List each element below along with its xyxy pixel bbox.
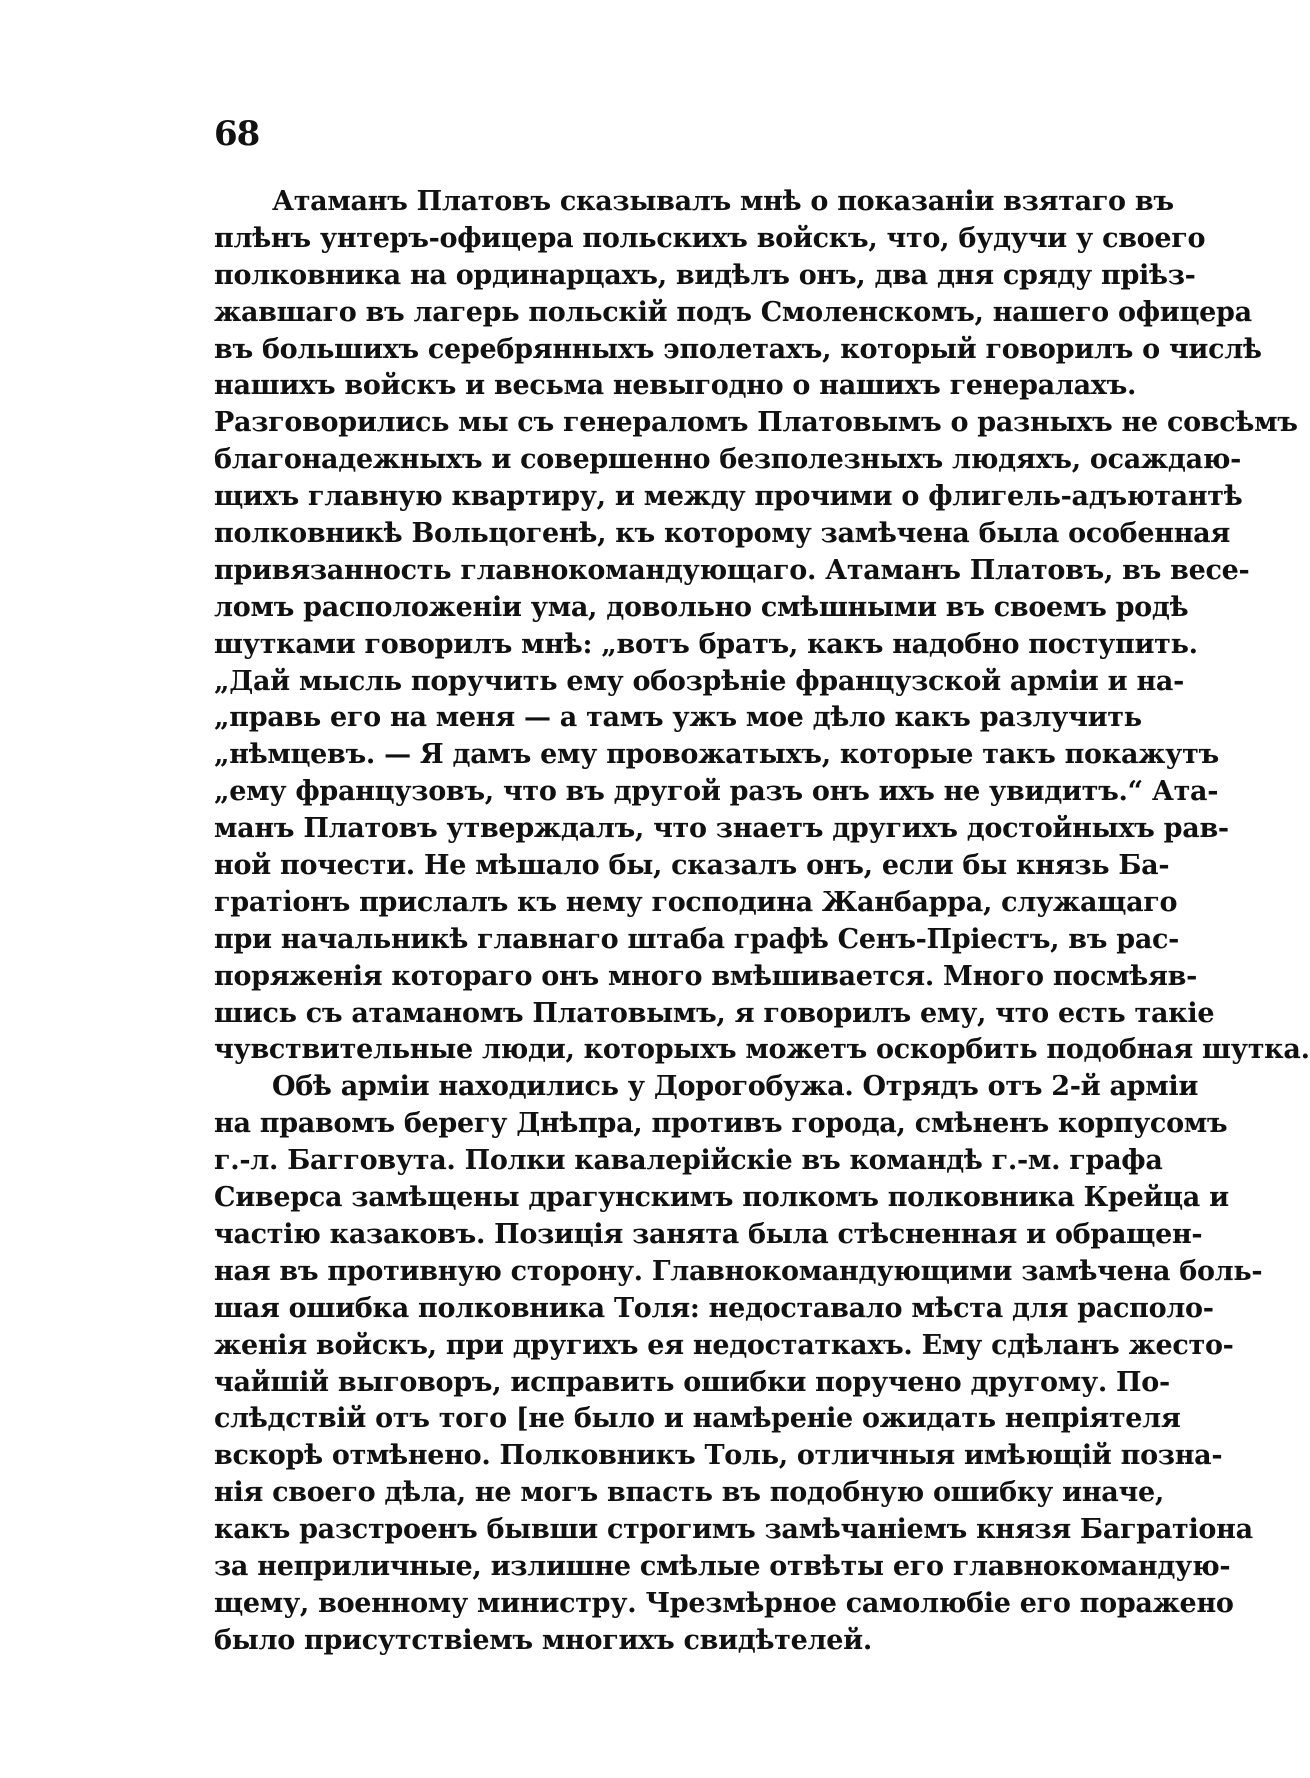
text-line: шутками говорилъ мнѣ: „вотъ братъ, какъ надобно поступить. bbox=[214, 628, 1198, 660]
text-line: щему, военному министру. Чрезмѣрное самолюбіе его поражено bbox=[214, 1587, 1234, 1619]
text-line: было присутствіемъ многихъ свидѣтелей. bbox=[214, 1624, 872, 1656]
text-line: полковникѣ Вольцогенѣ, къ которому замѣчена была особенная bbox=[214, 518, 1231, 550]
text-line: „ему французовъ, что въ другой разъ онъ ихъ не увидитъ.“ Ата- bbox=[214, 776, 1219, 808]
text-line: вскорѣ отмѣнено. Полковникъ Толь, отличныя имѣющій позна- bbox=[214, 1440, 1223, 1472]
text-line: нашихъ войскъ и весьма невыгодно о нашихъ генералахъ. bbox=[214, 370, 1137, 402]
text-line: Обѣ арміи находились у Дорогобужа. Отрядъ отъ 2-й арміи bbox=[272, 1071, 1199, 1103]
text-line: г.-л. Багговута. Полки кавалерійскіе въ командѣ г.-м. графа bbox=[214, 1145, 1163, 1177]
text-line: ная въ противную сторону. Главнокомандующими замѣчена боль- bbox=[214, 1255, 1263, 1287]
text-line: граті̇онъ прислалъ къ нему господина Жанбарра, служащаго bbox=[214, 886, 1178, 918]
text-line: поряженія котораго онъ много вмѣшивается. Много посмѣяв- bbox=[214, 960, 1198, 992]
text-line: за неприличные, излишне смѣлые отвѣты его главнокомандую- bbox=[214, 1550, 1231, 1582]
body-text bbox=[214, 184, 1310, 1660]
text-line: нія своего дѣла, не могъ впасть въ подобную ошибку иначе, bbox=[214, 1477, 1164, 1509]
text-line: на правомъ берегу Днѣпра, противъ города, смѣненъ корпусомъ bbox=[214, 1108, 1228, 1140]
text-line: полковника на ординарцахъ, видѣлъ онъ, два дня сряду пріѣз- bbox=[214, 259, 1196, 291]
text-line: чайшій выговоръ, исправить ошибки поручено другому. По- bbox=[214, 1366, 1170, 1398]
text-line: Атаманъ Платовъ сказывалъ мнѣ о показаніи взятаго въ bbox=[272, 186, 1174, 217]
text-line: благонадежныхъ и совершенно безполезныхъ людяхъ, осаждаю- bbox=[214, 444, 1242, 476]
text-line: „правь его на меня — а тамъ ужъ мое дѣло какъ разлучить bbox=[214, 702, 1142, 734]
paragraph-2 bbox=[214, 1069, 1263, 1659]
text-line: Сиверса замѣщены драгунскимъ полкомъ полковника Крейца и bbox=[214, 1182, 1229, 1214]
text-line: ной почести. Не мѣшало бы, сказалъ онъ, если бы князь Ба- bbox=[214, 850, 1170, 882]
text-line: плѣнъ унтеръ-офицера польскихъ войскъ, что, будучи у своего bbox=[214, 222, 1206, 254]
text-line: привязанность главнокомандующаго. Атаманъ Платовъ, въ весе- bbox=[214, 554, 1250, 586]
text-line: частію казаковъ. Позиція занята была стѣсненная и обращен- bbox=[214, 1218, 1203, 1250]
text-line: „Дай мысль поручить ему обозрѣніе французской арміи и на- bbox=[214, 665, 1185, 697]
paragraph-1 bbox=[214, 184, 1310, 1069]
text-line: Разговорились мы съ генераломъ Платовымъ о разныхъ не совсѣмъ bbox=[214, 407, 1298, 439]
text-line: женія войскъ, при другихъ ея недостаткахъ. Ему сдѣланъ жесто- bbox=[214, 1329, 1234, 1361]
text-line: „нѣмцевъ. — Я дамъ ему провожатыхъ, которые такъ покажутъ bbox=[214, 739, 1219, 771]
text-line: шая ошибка полковника Толя: недоставало мѣста для располо- bbox=[214, 1292, 1214, 1324]
text-line: чувствительные люди, которыхъ можетъ оскорбить подобная шутка. bbox=[214, 1034, 1310, 1066]
text-line: ломъ расположеніи ума, довольно смѣшными въ своемъ родѣ bbox=[214, 591, 1189, 623]
text-line: манъ Платовъ утверждалъ, что знаетъ другихъ достойныхъ рав- bbox=[214, 813, 1229, 845]
text-line: какъ разстроенъ бывши строгимъ замѣчаніемъ князя Багратіона bbox=[214, 1514, 1253, 1546]
text-line: жавшаго въ лагерь польскій подъ Смоленскомъ, нашего офицера bbox=[214, 296, 1252, 328]
text-line: щихъ главную квартиру, и между прочими о флигель-адъютантѣ bbox=[214, 481, 1243, 513]
text-line: при начальникѣ главнаго штаба графѣ Сенъ-Пріестъ, въ рас- bbox=[214, 923, 1180, 955]
text-line: шись съ атаманомъ Платовымъ, я говорилъ ему, что есть такіе bbox=[214, 997, 1215, 1029]
text-line: слѣдствій отъ того [не было и намѣреніе ожидать непріятеля bbox=[214, 1403, 1181, 1435]
text-line: въ большихъ серебрянныхъ эполетахъ, который говорилъ о числѣ bbox=[214, 333, 1262, 365]
page-number: 68 bbox=[214, 114, 260, 154]
